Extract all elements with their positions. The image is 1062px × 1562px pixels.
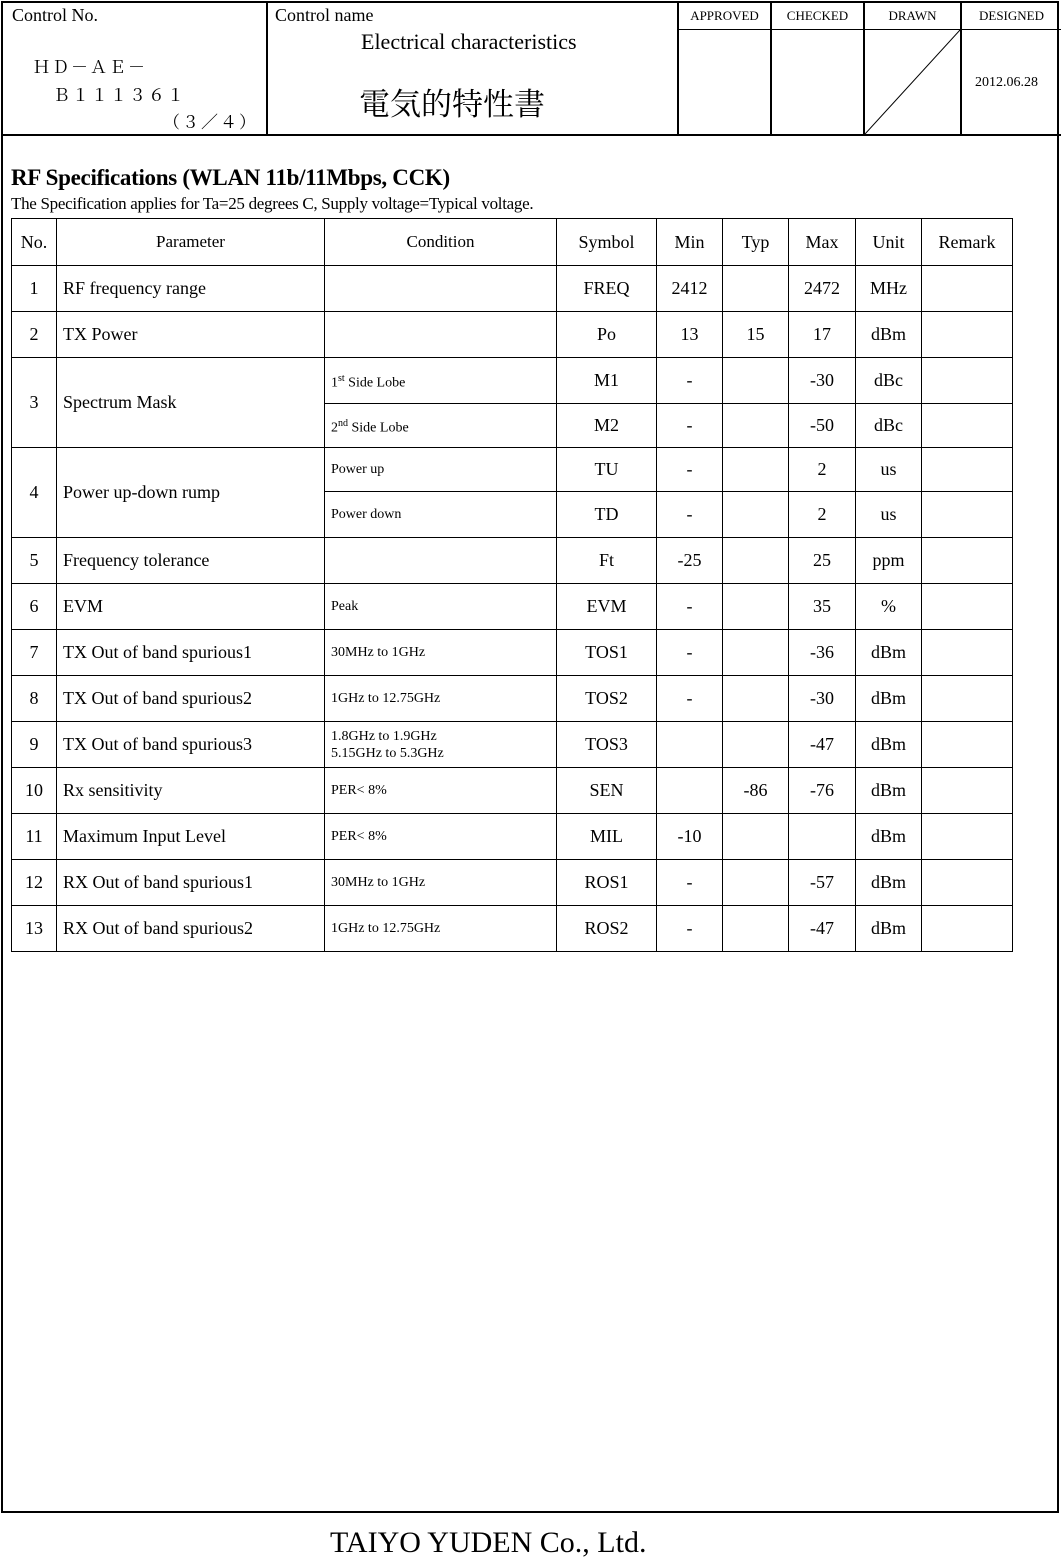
cell-typ bbox=[723, 358, 789, 404]
control-no-label: Control No. bbox=[12, 5, 99, 25]
cell-parameter: Power up-down rump bbox=[57, 448, 325, 538]
cell-remark bbox=[922, 538, 1013, 584]
cell-typ bbox=[723, 630, 789, 676]
cell-max: 35 bbox=[789, 584, 856, 630]
table-row bbox=[12, 630, 1013, 676]
cell-typ: 15 bbox=[723, 312, 789, 358]
col-header-max: Max bbox=[789, 219, 856, 266]
cond-ordinal: 1 bbox=[331, 375, 338, 391]
col-header-parameter: Parameter bbox=[57, 219, 325, 266]
cell-max: -76 bbox=[789, 768, 856, 814]
cell-unit: us bbox=[856, 492, 922, 538]
cell-remark bbox=[922, 630, 1013, 676]
cell-symbol: ROS1 bbox=[557, 860, 657, 906]
cell-max: 2 bbox=[789, 448, 856, 492]
cell-remark bbox=[922, 404, 1013, 448]
cell-typ bbox=[723, 860, 789, 906]
col-header-remark: Remark bbox=[922, 219, 1013, 266]
cell-condition: PER< 8% bbox=[325, 814, 557, 860]
table-row bbox=[12, 312, 1013, 358]
cell-parameter: EVM bbox=[57, 584, 325, 630]
table-row bbox=[12, 448, 1013, 492]
col-header-condition: Condition bbox=[325, 219, 557, 266]
table-row bbox=[12, 676, 1013, 722]
col-header-min: Min bbox=[657, 219, 723, 266]
cell-remark bbox=[922, 584, 1013, 630]
title-japanese: 電気的特性書 bbox=[359, 87, 545, 123]
cell-no: 5 bbox=[12, 538, 57, 584]
cell-no: 7 bbox=[12, 630, 57, 676]
table-row bbox=[12, 768, 1013, 814]
col-header-symbol: Symbol bbox=[557, 219, 657, 266]
cell-min: - bbox=[657, 358, 723, 404]
cell-min: -10 bbox=[657, 814, 723, 860]
cell-condition bbox=[325, 538, 557, 584]
table-row bbox=[12, 584, 1013, 630]
checked-label: CHECKED bbox=[786, 8, 849, 23]
cell-no: 13 bbox=[12, 906, 57, 952]
cell-typ bbox=[723, 584, 789, 630]
cell-symbol: MIL bbox=[557, 814, 657, 860]
cell-remark bbox=[922, 814, 1013, 860]
table-row bbox=[12, 266, 1013, 312]
cell-max: 2472 bbox=[789, 266, 856, 312]
section-title: RF Specifications (WLAN 11b/11Mbps, CCK) bbox=[11, 165, 450, 190]
cell-parameter: Spectrum Mask bbox=[57, 358, 325, 448]
cell-no: 4 bbox=[12, 448, 57, 538]
cell-max: -57 bbox=[789, 860, 856, 906]
cell-parameter: RF frequency range bbox=[57, 266, 325, 312]
table-header-row bbox=[12, 219, 1013, 266]
cond-text: Side Lobe bbox=[351, 420, 409, 436]
table-row bbox=[12, 906, 1013, 952]
title-english: Electrical characteristics bbox=[361, 29, 577, 54]
cell-min bbox=[657, 722, 723, 768]
cell-condition bbox=[325, 722, 557, 768]
cell-min: - bbox=[657, 676, 723, 722]
cell-condition: Power down bbox=[325, 492, 557, 538]
control-no-page: （３／４） bbox=[163, 113, 258, 133]
section-note: The Specification applies for Ta=25 degrees C, Supply voltage=Typical voltage. bbox=[11, 194, 534, 213]
cell-parameter: Maximum Input Level bbox=[57, 814, 325, 860]
cell-max: 25 bbox=[789, 538, 856, 584]
cell-unit: dBm bbox=[856, 312, 922, 358]
cell-typ bbox=[723, 404, 789, 448]
cell-symbol: TU bbox=[557, 448, 657, 492]
cell-unit: ppm bbox=[856, 538, 922, 584]
col-header-unit: Unit bbox=[856, 219, 922, 266]
cell-parameter: TX Power bbox=[57, 312, 325, 358]
cell-max: -50 bbox=[789, 404, 856, 448]
cell-no: 12 bbox=[12, 860, 57, 906]
designed-label: DESIGNED bbox=[979, 8, 1044, 23]
cell-min: 13 bbox=[657, 312, 723, 358]
col-header-typ: Typ bbox=[723, 219, 789, 266]
control-name-label: Control name bbox=[275, 5, 374, 25]
cell-remark bbox=[922, 906, 1013, 952]
cell-condition bbox=[325, 266, 557, 312]
cell-unit: us bbox=[856, 448, 922, 492]
cell-condition: PER< 8% bbox=[325, 768, 557, 814]
cell-unit: dBm bbox=[856, 722, 922, 768]
cell-typ bbox=[723, 492, 789, 538]
cell-typ bbox=[723, 538, 789, 584]
cell-max: -47 bbox=[789, 906, 856, 952]
cell-parameter: RX Out of band spurious2 bbox=[57, 906, 325, 952]
cell-min: - bbox=[657, 630, 723, 676]
control-no-line1: ＨＤ－ＡＥ－ bbox=[33, 58, 147, 78]
cell-typ bbox=[723, 266, 789, 312]
cell-unit: dBm bbox=[856, 860, 922, 906]
rf-spec-table bbox=[11, 218, 1013, 952]
cell-condition: 1GHz to 12.75GHz bbox=[325, 676, 557, 722]
cell-symbol: TD bbox=[557, 492, 657, 538]
cell-parameter: TX Out of band spurious2 bbox=[57, 676, 325, 722]
cell-no: 6 bbox=[12, 584, 57, 630]
cell-condition: 30MHz to 1GHz bbox=[325, 860, 557, 906]
table-row bbox=[12, 538, 1013, 584]
cell-remark bbox=[922, 676, 1013, 722]
cell-remark bbox=[922, 266, 1013, 312]
cell-min: - bbox=[657, 448, 723, 492]
cell-no: 1 bbox=[12, 266, 57, 312]
cell-unit: dBm bbox=[856, 906, 922, 952]
cell-max: -30 bbox=[789, 358, 856, 404]
title-block bbox=[3, 3, 1061, 136]
cell-symbol: Ft bbox=[557, 538, 657, 584]
cell-unit: dBc bbox=[856, 404, 922, 448]
cell-max bbox=[789, 814, 856, 860]
cell-max: 2 bbox=[789, 492, 856, 538]
cell-unit: dBm bbox=[856, 676, 922, 722]
cell-remark bbox=[922, 722, 1013, 768]
cell-typ: -86 bbox=[723, 768, 789, 814]
cell-max: -36 bbox=[789, 630, 856, 676]
table-row bbox=[12, 358, 1013, 404]
cell-min: -25 bbox=[657, 538, 723, 584]
cell-symbol: M2 bbox=[557, 404, 657, 448]
cond-line-2: 5.15GHz to 5.3GHz bbox=[331, 745, 444, 761]
cell-min bbox=[657, 768, 723, 814]
cell-condition: 30MHz to 1GHz bbox=[325, 630, 557, 676]
cell-parameter: TX Out of band spurious1 bbox=[57, 630, 325, 676]
cell-symbol: TOS1 bbox=[557, 630, 657, 676]
table-row bbox=[12, 860, 1013, 906]
cond-ordinal-suffix: nd bbox=[338, 417, 348, 429]
cell-condition: Peak bbox=[325, 584, 557, 630]
cell-no: 8 bbox=[12, 676, 57, 722]
cell-condition bbox=[325, 312, 557, 358]
cell-min: 2412 bbox=[657, 266, 723, 312]
cell-typ bbox=[723, 448, 789, 492]
cell-unit: dBm bbox=[856, 814, 922, 860]
drawn-slash-mark bbox=[865, 30, 960, 134]
cell-min: - bbox=[657, 404, 723, 448]
control-no-line2: Ｂ１１１３６１ bbox=[53, 86, 186, 106]
drawn-label: DRAWN bbox=[888, 8, 937, 23]
company-footer: TAIYO YUDEN Co., Ltd. bbox=[330, 1526, 647, 1559]
cell-unit: dBc bbox=[856, 358, 922, 404]
cell-no: 10 bbox=[12, 768, 57, 814]
cell-no: 11 bbox=[12, 814, 57, 860]
cell-max: -47 bbox=[789, 722, 856, 768]
cell-condition: 1GHz to 12.75GHz bbox=[325, 906, 557, 952]
cell-remark bbox=[922, 860, 1013, 906]
cell-symbol: EVM bbox=[557, 584, 657, 630]
cell-remark bbox=[922, 312, 1013, 358]
cell-min: - bbox=[657, 584, 723, 630]
cell-remark bbox=[922, 492, 1013, 538]
cell-typ bbox=[723, 676, 789, 722]
cell-parameter: TX Out of band spurious3 bbox=[57, 722, 325, 768]
cond-ordinal: 2 bbox=[331, 420, 338, 436]
cell-parameter: Rx sensitivity bbox=[57, 768, 325, 814]
cell-condition bbox=[325, 358, 557, 404]
cell-symbol: SEN bbox=[557, 768, 657, 814]
cell-symbol: TOS3 bbox=[557, 722, 657, 768]
cell-max: -30 bbox=[789, 676, 856, 722]
cell-typ bbox=[723, 814, 789, 860]
cond-ordinal-suffix: st bbox=[338, 372, 345, 384]
cell-unit: dBm bbox=[856, 768, 922, 814]
cell-typ bbox=[723, 722, 789, 768]
cell-parameter: Frequency tolerance bbox=[57, 538, 325, 584]
designed-date: 2012.06.28 bbox=[975, 75, 1038, 90]
cell-unit: MHz bbox=[856, 266, 922, 312]
cell-parameter: RX Out of band spurious1 bbox=[57, 860, 325, 906]
cell-no: 9 bbox=[12, 722, 57, 768]
cell-max: 17 bbox=[789, 312, 856, 358]
cell-symbol: TOS2 bbox=[557, 676, 657, 722]
cell-condition bbox=[325, 404, 557, 448]
cell-remark bbox=[922, 358, 1013, 404]
cell-min: - bbox=[657, 906, 723, 952]
cell-symbol: M1 bbox=[557, 358, 657, 404]
cond-text: Side Lobe bbox=[348, 375, 406, 391]
cell-symbol: ROS2 bbox=[557, 906, 657, 952]
approved-label: APPROVED bbox=[690, 8, 759, 23]
table-row bbox=[12, 814, 1013, 860]
cell-no: 3 bbox=[12, 358, 57, 448]
cell-symbol: FREQ bbox=[557, 266, 657, 312]
cell-condition: Power up bbox=[325, 448, 557, 492]
cell-min: - bbox=[657, 492, 723, 538]
cell-symbol: Po bbox=[557, 312, 657, 358]
cell-unit: dBm bbox=[856, 630, 922, 676]
cell-min: - bbox=[657, 860, 723, 906]
cell-no: 2 bbox=[12, 312, 57, 358]
cell-typ bbox=[723, 906, 789, 952]
cell-remark bbox=[922, 768, 1013, 814]
col-header-no: No. bbox=[12, 219, 57, 266]
cell-unit: % bbox=[856, 584, 922, 630]
cond-line-1: 1.8GHz to 1.9GHz bbox=[331, 728, 437, 744]
table-row bbox=[12, 722, 1013, 768]
cell-remark bbox=[922, 448, 1013, 492]
